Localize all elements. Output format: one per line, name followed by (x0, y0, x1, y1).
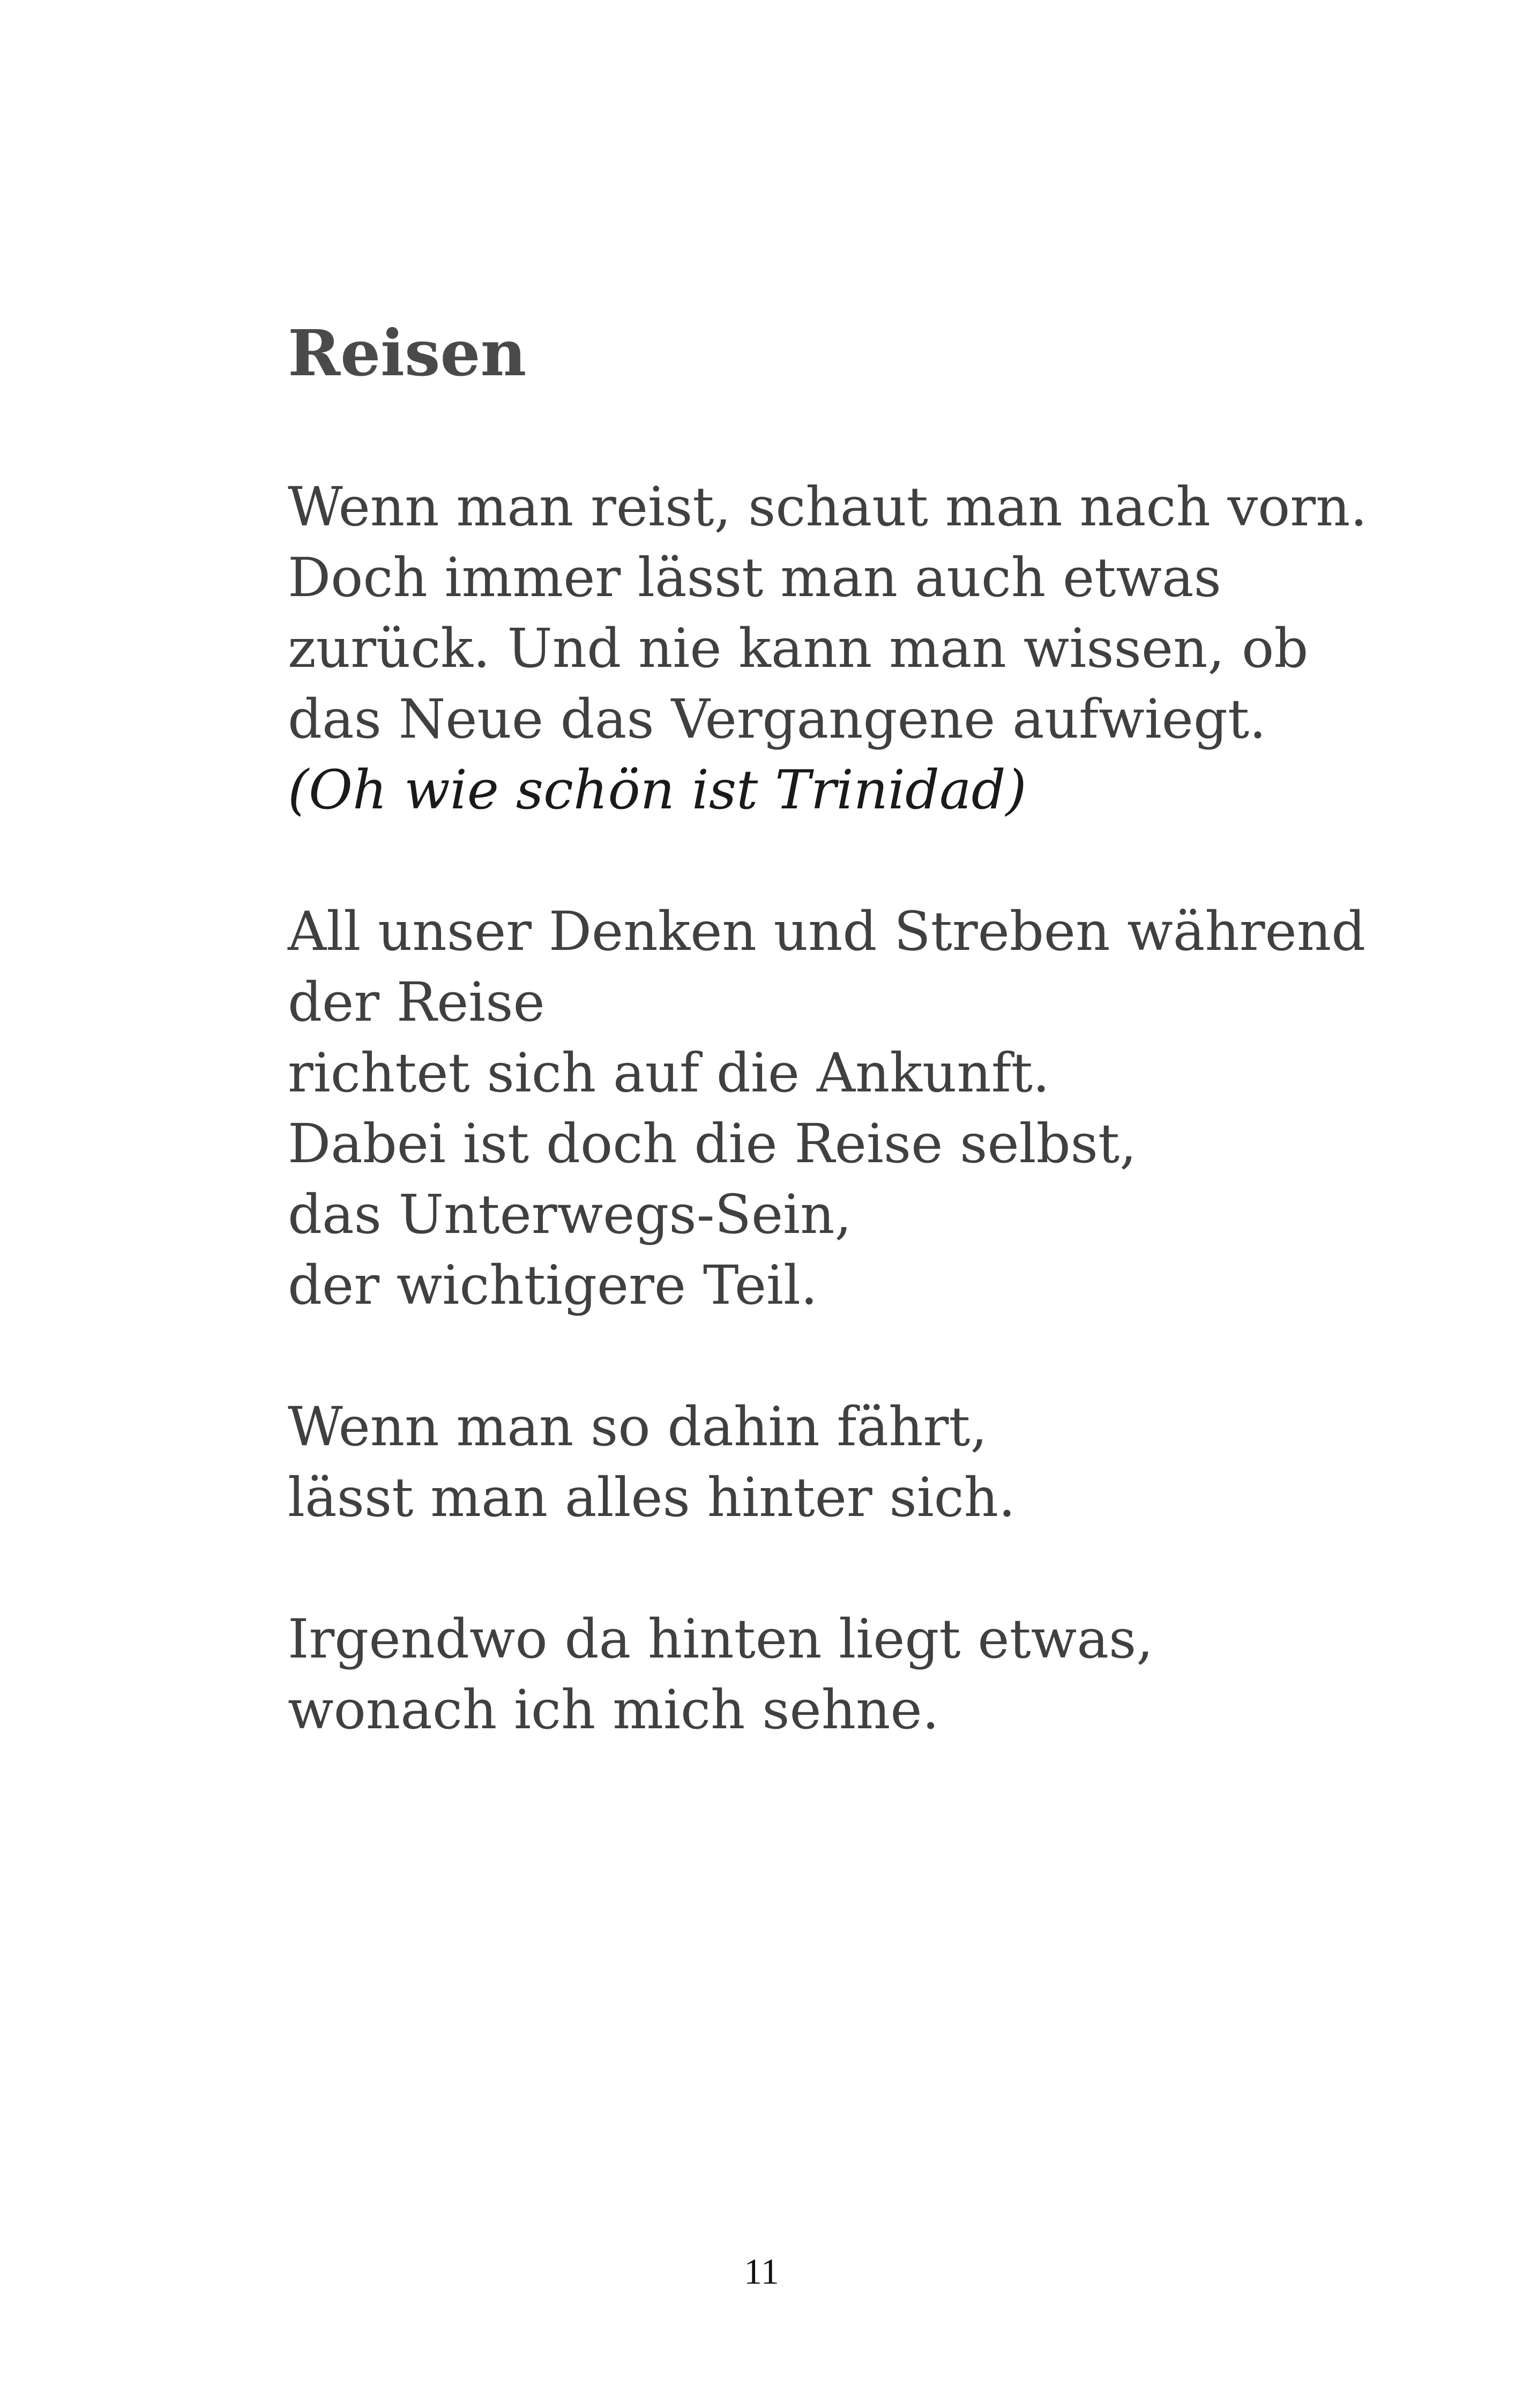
italic-aside-line: (Oh wie schön ist Trinidad) (288, 759, 1027, 821)
stanza-4 (288, 1604, 1467, 1745)
poem-line: der Reise (288, 971, 545, 1034)
poem-line: Wenn man so dahin fährt, (288, 1395, 988, 1458)
poem-line: richtet sich auf die Ankunft. (288, 1042, 1050, 1104)
poem-title: Reisen (288, 316, 527, 390)
poem-line: wonach ich mich sehne. (288, 1678, 939, 1741)
poem-body (288, 472, 1467, 1816)
poem-line: das Unterwegs-Sein, (288, 1183, 852, 1246)
poem-line: der wichtigere Teil. (288, 1254, 818, 1317)
poem-line: das Neue das Vergangene aufwiegt. (288, 688, 1266, 750)
page-number: 11 (744, 2251, 779, 2292)
poem-line: lässt man alles hinter sich. (288, 1466, 1016, 1529)
stanza-1 (288, 472, 1467, 826)
poem-line: Wenn man reist, schaut man nach vorn. (288, 475, 1368, 538)
stanza-2 (288, 896, 1467, 1321)
stanza-3 (288, 1392, 1467, 1533)
poem-line: Dabei ist doch die Reise selbst, (288, 1112, 1137, 1175)
poem-line: zurück. Und nie kann man wissen, ob (288, 617, 1309, 680)
poem-line: Doch immer lässt man auch etwas (288, 546, 1221, 609)
poem-line: All unser Denken und Streben während (288, 900, 1366, 963)
poem-line: Irgendwo da hinten liegt etwas, (288, 1608, 1154, 1670)
